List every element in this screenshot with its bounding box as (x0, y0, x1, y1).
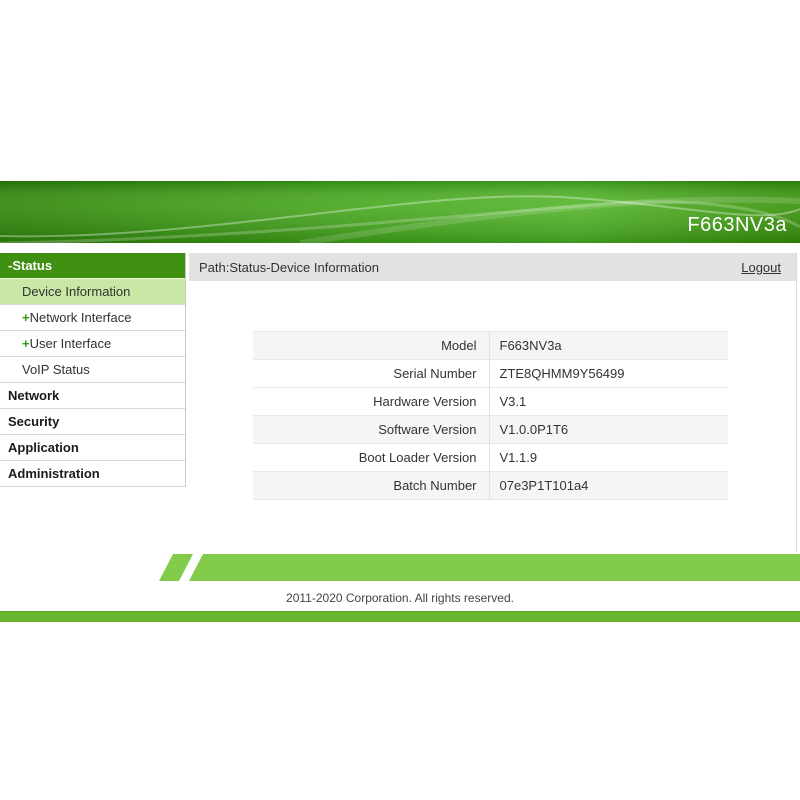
info-label: Hardware Version (253, 388, 489, 416)
info-label: Serial Number (253, 360, 489, 388)
sidebar-item-user-interface[interactable] (0, 331, 185, 357)
sidebar-item-network-interface[interactable] (0, 305, 185, 331)
table-row (253, 332, 728, 360)
table-row (253, 360, 728, 388)
logout-link[interactable]: Logout (741, 259, 781, 275)
content-right-border (796, 253, 797, 552)
sidebar-item-network[interactable]: Network (0, 383, 185, 409)
sidebar-item-security[interactable]: Security (0, 409, 185, 435)
info-label: Software Version (253, 416, 489, 444)
info-value: V1.1.9 (489, 444, 728, 472)
sidebar-item-status[interactable]: -Status (0, 253, 185, 279)
sidebar-item-administration[interactable]: Administration (0, 461, 185, 487)
info-label: Batch Number (253, 472, 489, 500)
table-row (253, 388, 728, 416)
table-row (253, 444, 728, 472)
info-label: Boot Loader Version (253, 444, 489, 472)
table-row (253, 472, 728, 500)
expand-plus-icon: + (22, 310, 30, 325)
info-value: V3.1 (489, 388, 728, 416)
info-value: V1.0.0P1T6 (489, 416, 728, 444)
product-model-title: F663NV3a (687, 214, 787, 236)
sidebar-item-application[interactable]: Application (0, 435, 185, 461)
sidebar-menu (0, 253, 186, 487)
sidebar-item-voip-status[interactable]: VoIP Status (0, 357, 185, 383)
expand-plus-icon: + (22, 336, 30, 351)
info-value: F663NV3a (489, 332, 728, 360)
info-value: 07e3P1T101a4 (489, 472, 728, 500)
path-bar (189, 253, 797, 281)
device-info-table (253, 331, 728, 500)
bottom-bar (0, 611, 800, 622)
header-banner (0, 181, 800, 243)
info-label: Model (253, 332, 489, 360)
sidebar-item-device-information[interactable]: Device Information (0, 279, 185, 305)
banner-wave-graphic (0, 181, 800, 243)
copyright-text: 2011-2020 Corporation. All rights reserved. (286, 591, 514, 605)
footer-stripe-graphic (0, 552, 800, 582)
table-row (253, 416, 728, 444)
sidebar-item-label: Network Interface (29, 310, 132, 325)
breadcrumb: Path:Status-Device Information (199, 259, 379, 275)
info-value: ZTE8QHMM9Y56499 (489, 360, 728, 388)
sidebar-item-label: User Interface (29, 336, 112, 351)
